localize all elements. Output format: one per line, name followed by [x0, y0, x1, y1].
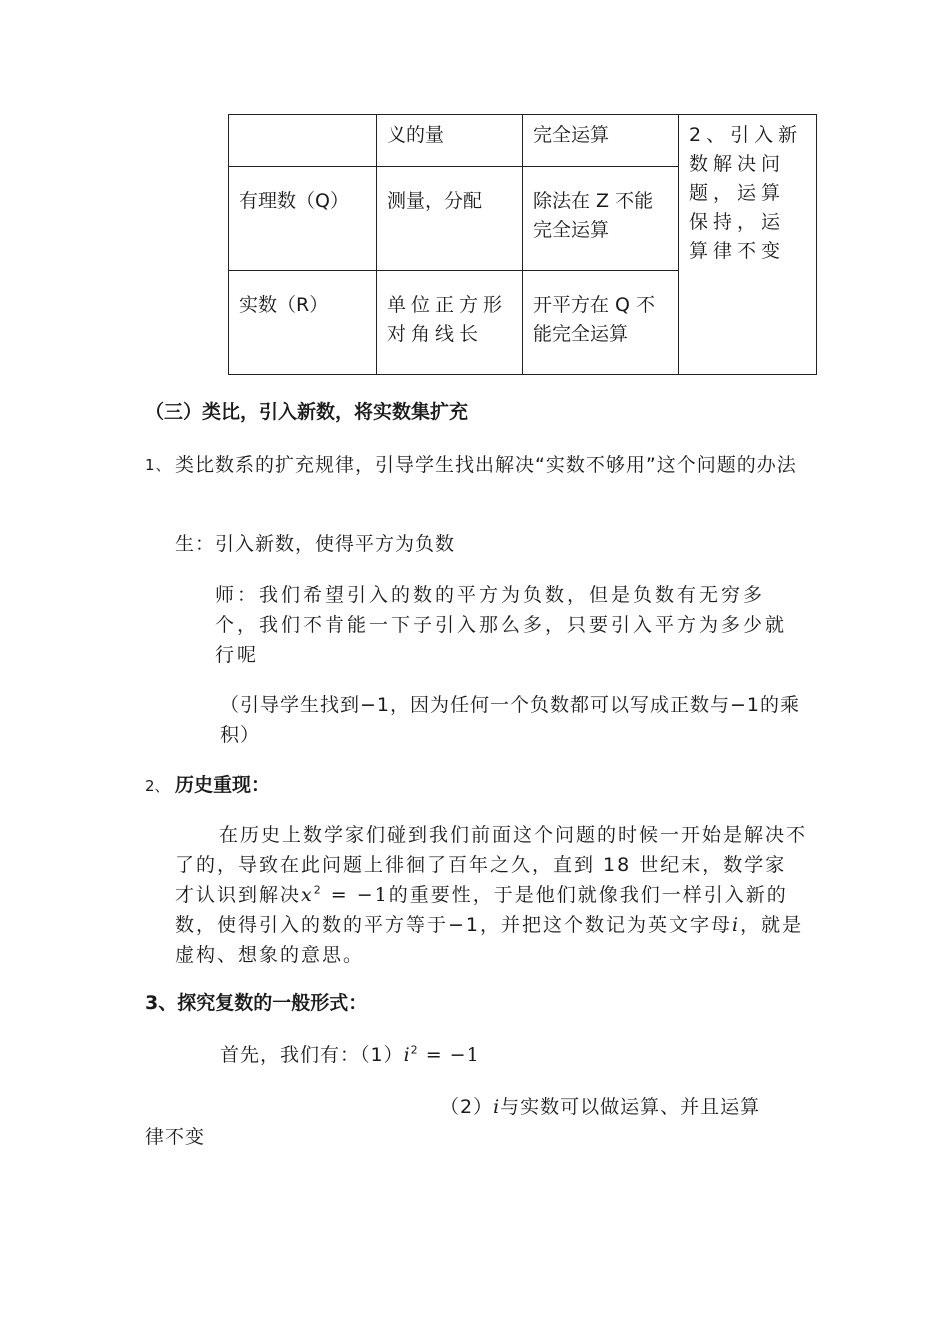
table-cell-type: 有理数（Q） — [229, 167, 377, 271]
math-exponent: 2 — [313, 883, 323, 897]
table-cell-empty — [229, 115, 377, 167]
property-lead: （2） — [440, 1096, 494, 1118]
first-property — [220, 1040, 480, 1070]
table-cell: 单位正方形对角线长 — [377, 271, 523, 375]
math-variable: i — [403, 1044, 411, 1066]
table-cell: 完全运算 — [523, 115, 679, 167]
item-number: 1、 — [145, 456, 172, 474]
teacher-paragraph: 师：我们希望引入的数的平方为负数，但是负数有无穷多个，我们不肯能一下子引入那么多，只要引入平方为多少就行呢 — [215, 584, 788, 666]
second-property-continued: 律不变 — [145, 1126, 206, 1148]
math-variable: i — [493, 1096, 501, 1118]
history-text: 在历史上数学家们碰到我们前面这个问题的时候一开始是解决不了的，导致在此问题上徘徊了百年之久，直到 18 世纪末，数学家才认识到解决 — [175, 824, 808, 906]
table-cell: 除法在 Z 不能完全运算 — [523, 167, 679, 271]
history-paragraph — [175, 820, 807, 970]
table-cell-summary: 2、引入新数解决问题，运算保持，运算律不变 — [679, 115, 817, 375]
math-rhs: = −1 — [322, 884, 389, 906]
math-variable: x — [301, 884, 314, 906]
item-3-heading: 3、探究复数的一般形式： — [145, 992, 368, 1014]
math-variable: i — [732, 914, 741, 936]
item-heading: 历史重现： — [175, 774, 271, 796]
property-text: 与实数可以做运算、并且运算 — [500, 1096, 761, 1118]
student-line: 生：引入新数，使得平方为负数 — [175, 533, 456, 555]
section-heading: （三）类比，引入新数，将实数集扩充 — [145, 401, 469, 423]
property-lead: 首先，我们有：（1） — [220, 1044, 404, 1066]
history-text: 的重要性，于是他们就像我们一样引入新的数，使得引入的数的平方等于−1，并把这个数记为英文字母 — [175, 884, 788, 936]
math-rhs: = −1 — [418, 1044, 480, 1066]
table-cell: 测量，分配 — [377, 167, 523, 271]
second-property — [440, 1092, 760, 1122]
numbered-item-1 — [145, 450, 815, 480]
guide-paragraph: （引导学生找到−1，因为任何一个负数都可以写成正数与−1的乘积） — [220, 694, 801, 746]
math-exponent: 2 — [410, 1043, 419, 1057]
numbered-item-2 — [145, 770, 270, 801]
history-text: ，就是虚构、想象的意思。 — [175, 914, 804, 966]
table-cell: 开平方在 Q 不能完全运算 — [523, 271, 679, 375]
table-cell-type: 实数（R） — [229, 271, 377, 375]
item-text: 类比数系的扩充规律，引导学生找出解决“实数不够用”这个问题的办法 — [175, 454, 797, 476]
table-row — [229, 115, 817, 167]
item-number: 2、 — [145, 777, 170, 795]
table-cell: 义的量 — [377, 115, 523, 167]
number-system-table — [228, 114, 817, 375]
